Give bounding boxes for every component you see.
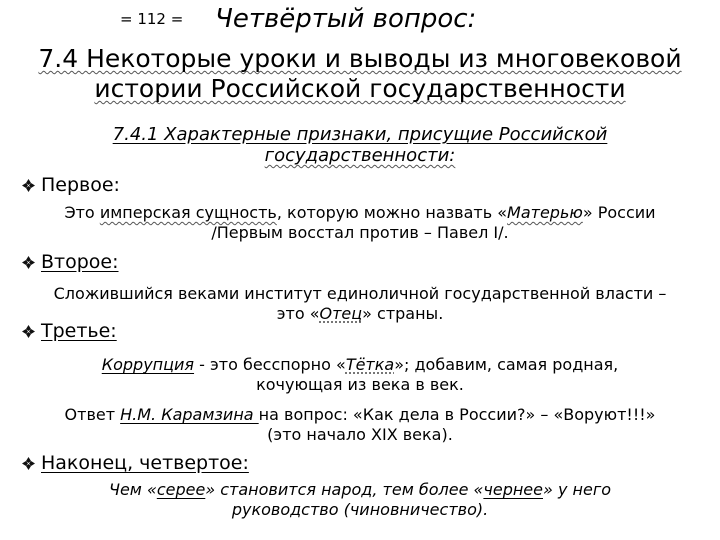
fourth-heading-label: Наконец, четвертое:: [41, 452, 249, 474]
subsection-title-line1: 7.4.1 Характерные признаки, присущие Российской: [112, 124, 608, 145]
imperial-essence-term: имперская сущность: [99, 203, 277, 222]
karamzin-quote-part: на вопрос: «Как дела в России?» – «Воруют!!!»: [258, 405, 656, 424]
blacker-term: чернее: [483, 480, 543, 499]
diamond-bullet-icon: [22, 325, 35, 338]
third-text-line2: кочующая из века в век.: [256, 375, 464, 394]
second-heading-label: Второе:: [41, 251, 119, 273]
third-heading-label: Третье:: [41, 320, 117, 342]
section-title: [0, 44, 720, 104]
first-text-part: » России: [582, 203, 656, 222]
subsection-title-line2: государственности:: [264, 145, 456, 166]
mother-term: Матерью: [507, 203, 583, 222]
diamond-bullet-icon: [22, 457, 35, 470]
third-text: [0, 355, 720, 395]
aunt-term: Тётка: [345, 355, 395, 374]
subsection-title: [0, 124, 720, 166]
first-text-part: Это: [64, 203, 100, 222]
karamzin-quote: [0, 405, 720, 445]
third-heading: [22, 320, 117, 342]
page-number: = 112 =: [120, 10, 184, 28]
section-title-line1: 7.4 Некоторые уроки и выводы из многовековой: [38, 44, 682, 73]
second-text-part: это «: [276, 304, 320, 323]
second-text-part: » страны.: [362, 304, 444, 323]
second-heading: [22, 251, 119, 273]
grayer-term: серее: [156, 480, 206, 499]
first-text: [0, 203, 720, 243]
section-title-line2: истории Российской государственности: [94, 74, 626, 103]
fourth-text-part: » становится народ, тем более «: [205, 480, 484, 499]
father-term: Отец: [319, 304, 363, 323]
third-text-part: »; добавим, самая родная,: [394, 355, 619, 374]
first-text-line2: /Первым восстал против – Павел I/.: [211, 223, 509, 242]
fourth-text-line2: руководство (чиновничество).: [231, 500, 489, 519]
first-heading: [22, 174, 120, 196]
fourth-text: [0, 480, 720, 520]
diamond-bullet-icon: [22, 256, 35, 269]
first-heading-label: Первое:: [41, 174, 120, 196]
corruption-term: Коррупция: [101, 355, 195, 374]
karamzin-quote-date: (это начало XIX века).: [267, 425, 453, 444]
question-title: Четвёртый вопрос:: [215, 4, 477, 34]
karamzin-name: Н.М. Карамзина: [120, 405, 259, 424]
second-text-line1: Сложившийся веками институт единоличной государственной власти –: [53, 284, 667, 303]
diamond-bullet-icon: [22, 179, 35, 192]
fourth-text-part: Чем «: [108, 480, 157, 499]
third-text-part: - это бесспорно «: [194, 355, 346, 374]
fourth-heading: [22, 452, 249, 474]
first-text-part: , которую можно назвать «: [276, 203, 508, 222]
karamzin-quote-part: Ответ: [64, 405, 121, 424]
fourth-text-part: » у него: [543, 480, 612, 499]
second-text: [0, 284, 720, 324]
